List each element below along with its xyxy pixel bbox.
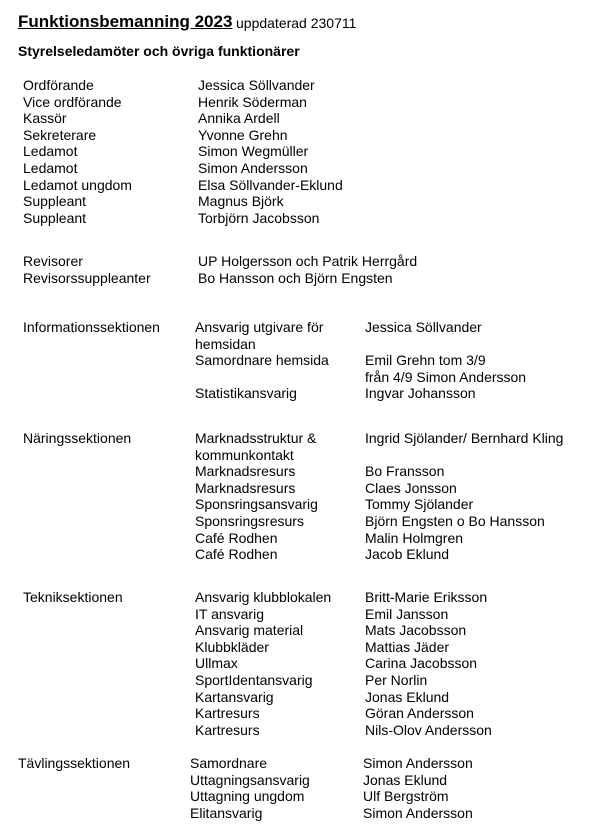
- section-title: Näringssektionen: [23, 430, 132, 446]
- duty-person: Malin Holmgren: [365, 529, 464, 546]
- board-role: Ordförande: [23, 77, 94, 93]
- section-title: Informationssektionen: [23, 319, 160, 335]
- duty-person: Emil Grehn tom 3/9: [365, 352, 486, 369]
- board-name: Yvonne Grehn: [198, 126, 288, 143]
- duty-role: Sponsringsansvarig: [195, 496, 318, 513]
- duty-role: Marknadsstruktur &: [195, 430, 317, 446]
- duty-person: Per Norlin: [365, 672, 428, 688]
- duty-person: Emil Jansson: [365, 605, 449, 622]
- duty-role: hemsidan: [195, 335, 256, 352]
- duty-person: från 4/9 Simon Andersson: [365, 368, 527, 385]
- auditor-name: Bo Hansson och Björn Engsten: [198, 269, 393, 286]
- board-name: Annika Ardell: [198, 110, 280, 127]
- duty-role: Ansvarig material: [195, 622, 304, 639]
- duty-role: Marknadsresurs: [195, 479, 296, 496]
- duty-person: Britt-Marie Eriksson: [365, 589, 488, 605]
- board-role: Suppleant: [23, 209, 87, 226]
- section-title: Tekniksektionen: [23, 589, 123, 605]
- page-subtitle: Styrelseledamöter och övriga funktionärer: [18, 43, 300, 59]
- board-name: Simon Wegmüller: [198, 143, 309, 160]
- duty-person: Claes Jonsson: [365, 479, 457, 496]
- duty-person: Simon Andersson: [363, 755, 473, 771]
- duty-person: Jonas Eklund: [363, 771, 448, 788]
- duty-role: Ansvarig klubblokalen: [195, 589, 332, 605]
- board-role: Suppleant: [23, 193, 87, 210]
- duty-person: Mats Jacobsson: [365, 622, 467, 639]
- duty-role: Samordnare hemsida: [195, 352, 329, 369]
- duty-person: Tommy Sjölander: [365, 496, 474, 513]
- page-title: Funktionsbemanning 2023: [18, 12, 233, 31]
- duty-role: Samordnare: [190, 755, 268, 771]
- duty-person: Ingvar Johansson: [365, 385, 476, 402]
- duty-role: Café Rodhen: [195, 546, 278, 563]
- board-role: Ledamot: [23, 143, 78, 160]
- board-name: Torbjörn Jacobsson: [198, 209, 320, 226]
- board-role: Ledamot: [23, 160, 78, 176]
- duty-role: Ullmax: [195, 655, 238, 672]
- duty-person: Carina Jacobsson: [365, 655, 478, 672]
- duty-person: Jonas Eklund: [365, 688, 450, 705]
- board-name: Henrik Söderman: [198, 93, 307, 110]
- board-role: Sekreterare: [23, 126, 97, 143]
- duty-person: Nils-Olov Andersson: [365, 721, 492, 738]
- duty-role: Kartansvarig: [195, 688, 274, 705]
- board-name: Magnus Björk: [198, 193, 284, 210]
- duty-role: Café Rodhen: [195, 529, 278, 546]
- board-role: Ledamot ungdom: [23, 176, 132, 193]
- auditor-role: Revisorssuppleanter: [23, 269, 151, 286]
- duty-role: IT ansvarig: [195, 605, 264, 622]
- duty-role: Sponsringsresurs: [195, 513, 304, 529]
- duty-person: Jacob Eklund: [365, 546, 450, 563]
- duty-person: Bo Fransson: [365, 463, 445, 480]
- duty-role: Uttagningsansvarig: [190, 771, 310, 788]
- duty-person: Ingrid Sjölander/ Bernhard Kling: [365, 430, 564, 446]
- duty-person: Björn Engsten o Bo Hansson: [365, 513, 545, 529]
- duty-person: Ulf Bergström: [363, 788, 449, 805]
- auditor-role: Revisorer: [23, 253, 83, 269]
- auditor-name: UP Holgersson och Patrik Herrgård: [198, 253, 418, 269]
- duty-person: Mattias Jäder: [365, 638, 450, 655]
- duty-role: Kartresurs: [195, 721, 260, 738]
- board-name: Jessica Söllvander: [198, 77, 315, 93]
- board-name: Simon Andersson: [198, 160, 308, 176]
- duty-role: Marknadsresurs: [195, 463, 296, 480]
- duty-role: Kartresurs: [195, 705, 260, 722]
- duty-role: kommunkontakt: [195, 446, 294, 463]
- section-title: Tävlingssektionen: [18, 755, 131, 771]
- duty-role: Statistikansvarig: [195, 385, 297, 402]
- duty-role: Klubbkläder: [195, 638, 269, 655]
- duty-person: Simon Andersson: [363, 804, 473, 821]
- board-role: Kassör: [23, 110, 67, 127]
- duty-role: Uttagning ungdom: [190, 788, 305, 805]
- duty-role: SportIdentansvarig: [195, 672, 313, 688]
- duty-person: Jessica Söllvander: [365, 319, 482, 335]
- updated-date: uppdaterad 230711: [236, 15, 357, 31]
- board-role: Vice ordförande: [23, 93, 122, 110]
- duty-person: Göran Andersson: [365, 705, 474, 722]
- duty-role: Ansvarig utgivare för: [195, 319, 324, 335]
- board-name: Elsa Söllvander-Eklund: [198, 176, 343, 193]
- duty-role: Elitansvarig: [190, 804, 263, 821]
